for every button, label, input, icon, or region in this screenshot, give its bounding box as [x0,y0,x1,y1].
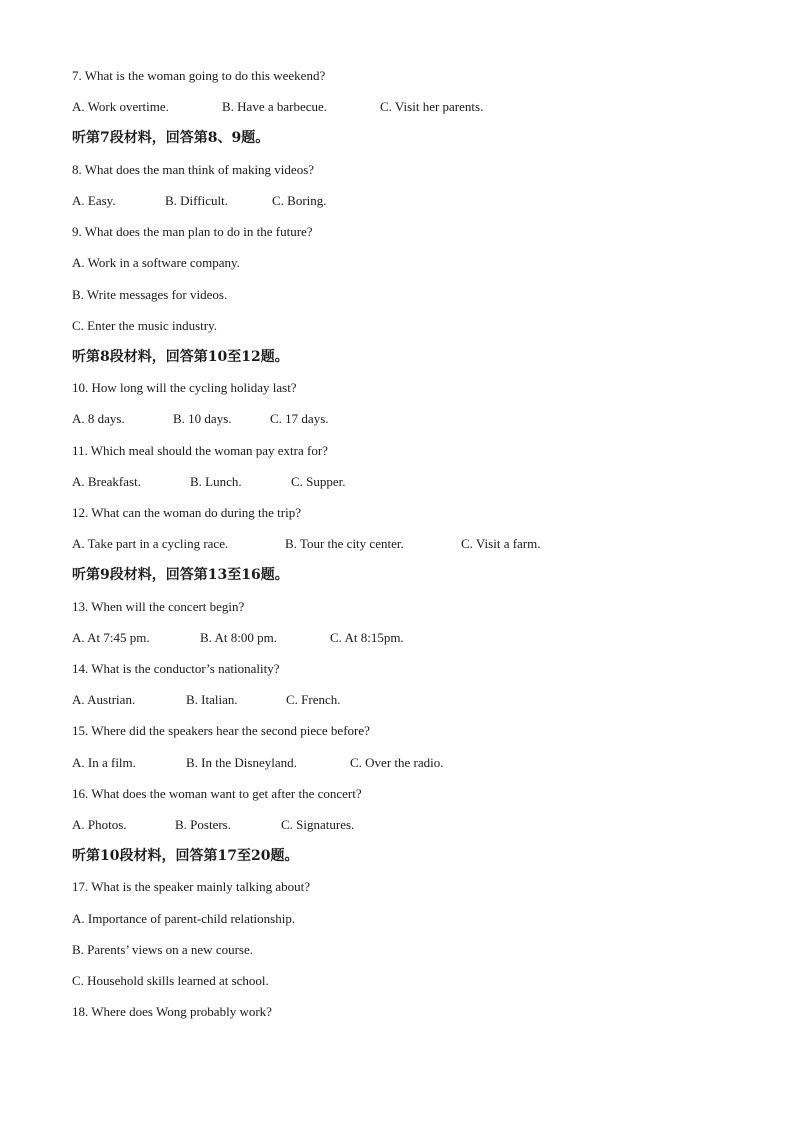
answer-option: C. Visit a farm. [461,536,541,551]
question-text: B. Parents’ views on a new course. [72,942,253,957]
answer-option: B. Italian. [186,692,238,707]
answer-option: A. Take part in a cycling race. [72,536,229,551]
question-text: 16. What does the woman want to get after the concert? [72,786,362,801]
question-text: 12. What can the woman do during the trip? [72,505,302,520]
question-text: A. Importance of parent-child relationship. [72,911,296,926]
answer-option: A. Photos. [72,817,127,832]
answer-option: A. Easy. [72,193,116,208]
question-text: B. Write messages for videos. [72,287,228,302]
question-text: 11. Which meal should the woman pay extra for? [72,443,328,458]
question-text: 10. How long will the cycling holiday last? [72,380,297,395]
answer-option: B. Tour the city center. [285,536,404,551]
question-text: A. Work in a software company. [72,255,240,270]
answer-option: B. Lunch. [190,474,242,489]
answer-option: A. Work overtime. [72,99,169,114]
answer-option: A. In a film. [72,755,136,770]
answer-option: A. Breakfast. [72,474,141,489]
answer-option: B. Difficult. [165,193,228,208]
question-text: 7. What is the woman going to do this weekend? [72,68,326,83]
section-heading: 听第8段材料，回答第10至12题。 [72,349,289,365]
answer-option: B. In the Disneyland. [186,755,297,770]
question-text: 8. What does the man think of making videos? [72,162,315,177]
answer-option: C. Over the radio. [350,755,444,770]
question-text: C. Enter the music industry. [72,318,218,333]
answer-option: B. Have a barbecue. [222,99,328,114]
question-text: 9. What does the man plan to do in the future? [72,224,313,239]
section-heading: 听第7段材料，回答第8、9题。 [72,130,270,146]
answer-option: C. Signatures. [281,817,355,832]
question-text: 14. What is the conductor’s nationality? [72,661,280,676]
question-text: C. Household skills learned at school. [72,973,269,988]
answer-option: C. Supper. [291,474,346,489]
section-heading: 听第10段材料，回答第17至20题。 [72,848,299,864]
answer-option: B. 10 days. [173,411,232,426]
answer-option: A. 8 days. [72,411,125,426]
question-text: 18. Where does Wong probably work? [72,1004,272,1019]
answer-option: C. 17 days. [270,411,329,426]
question-text: 15. Where did the speakers hear the second piece before? [72,723,370,738]
question-text: 13. When will the concert begin? [72,599,245,614]
answer-option: B. Posters. [175,817,231,832]
answer-option: A. Austrian. [72,692,136,707]
answer-option: C. Boring. [272,193,327,208]
answer-option: C. French. [286,692,341,707]
answer-option: A. At 7:45 pm. [72,630,150,645]
section-heading: 听第9段材料，回答第13至16题。 [72,567,289,583]
answer-option: C. Visit her parents. [380,99,484,114]
answer-option: B. At 8:00 pm. [200,630,277,645]
question-text: 17. What is the speaker mainly talking about? [72,879,311,894]
answer-option: C. At 8:15pm. [330,630,404,645]
